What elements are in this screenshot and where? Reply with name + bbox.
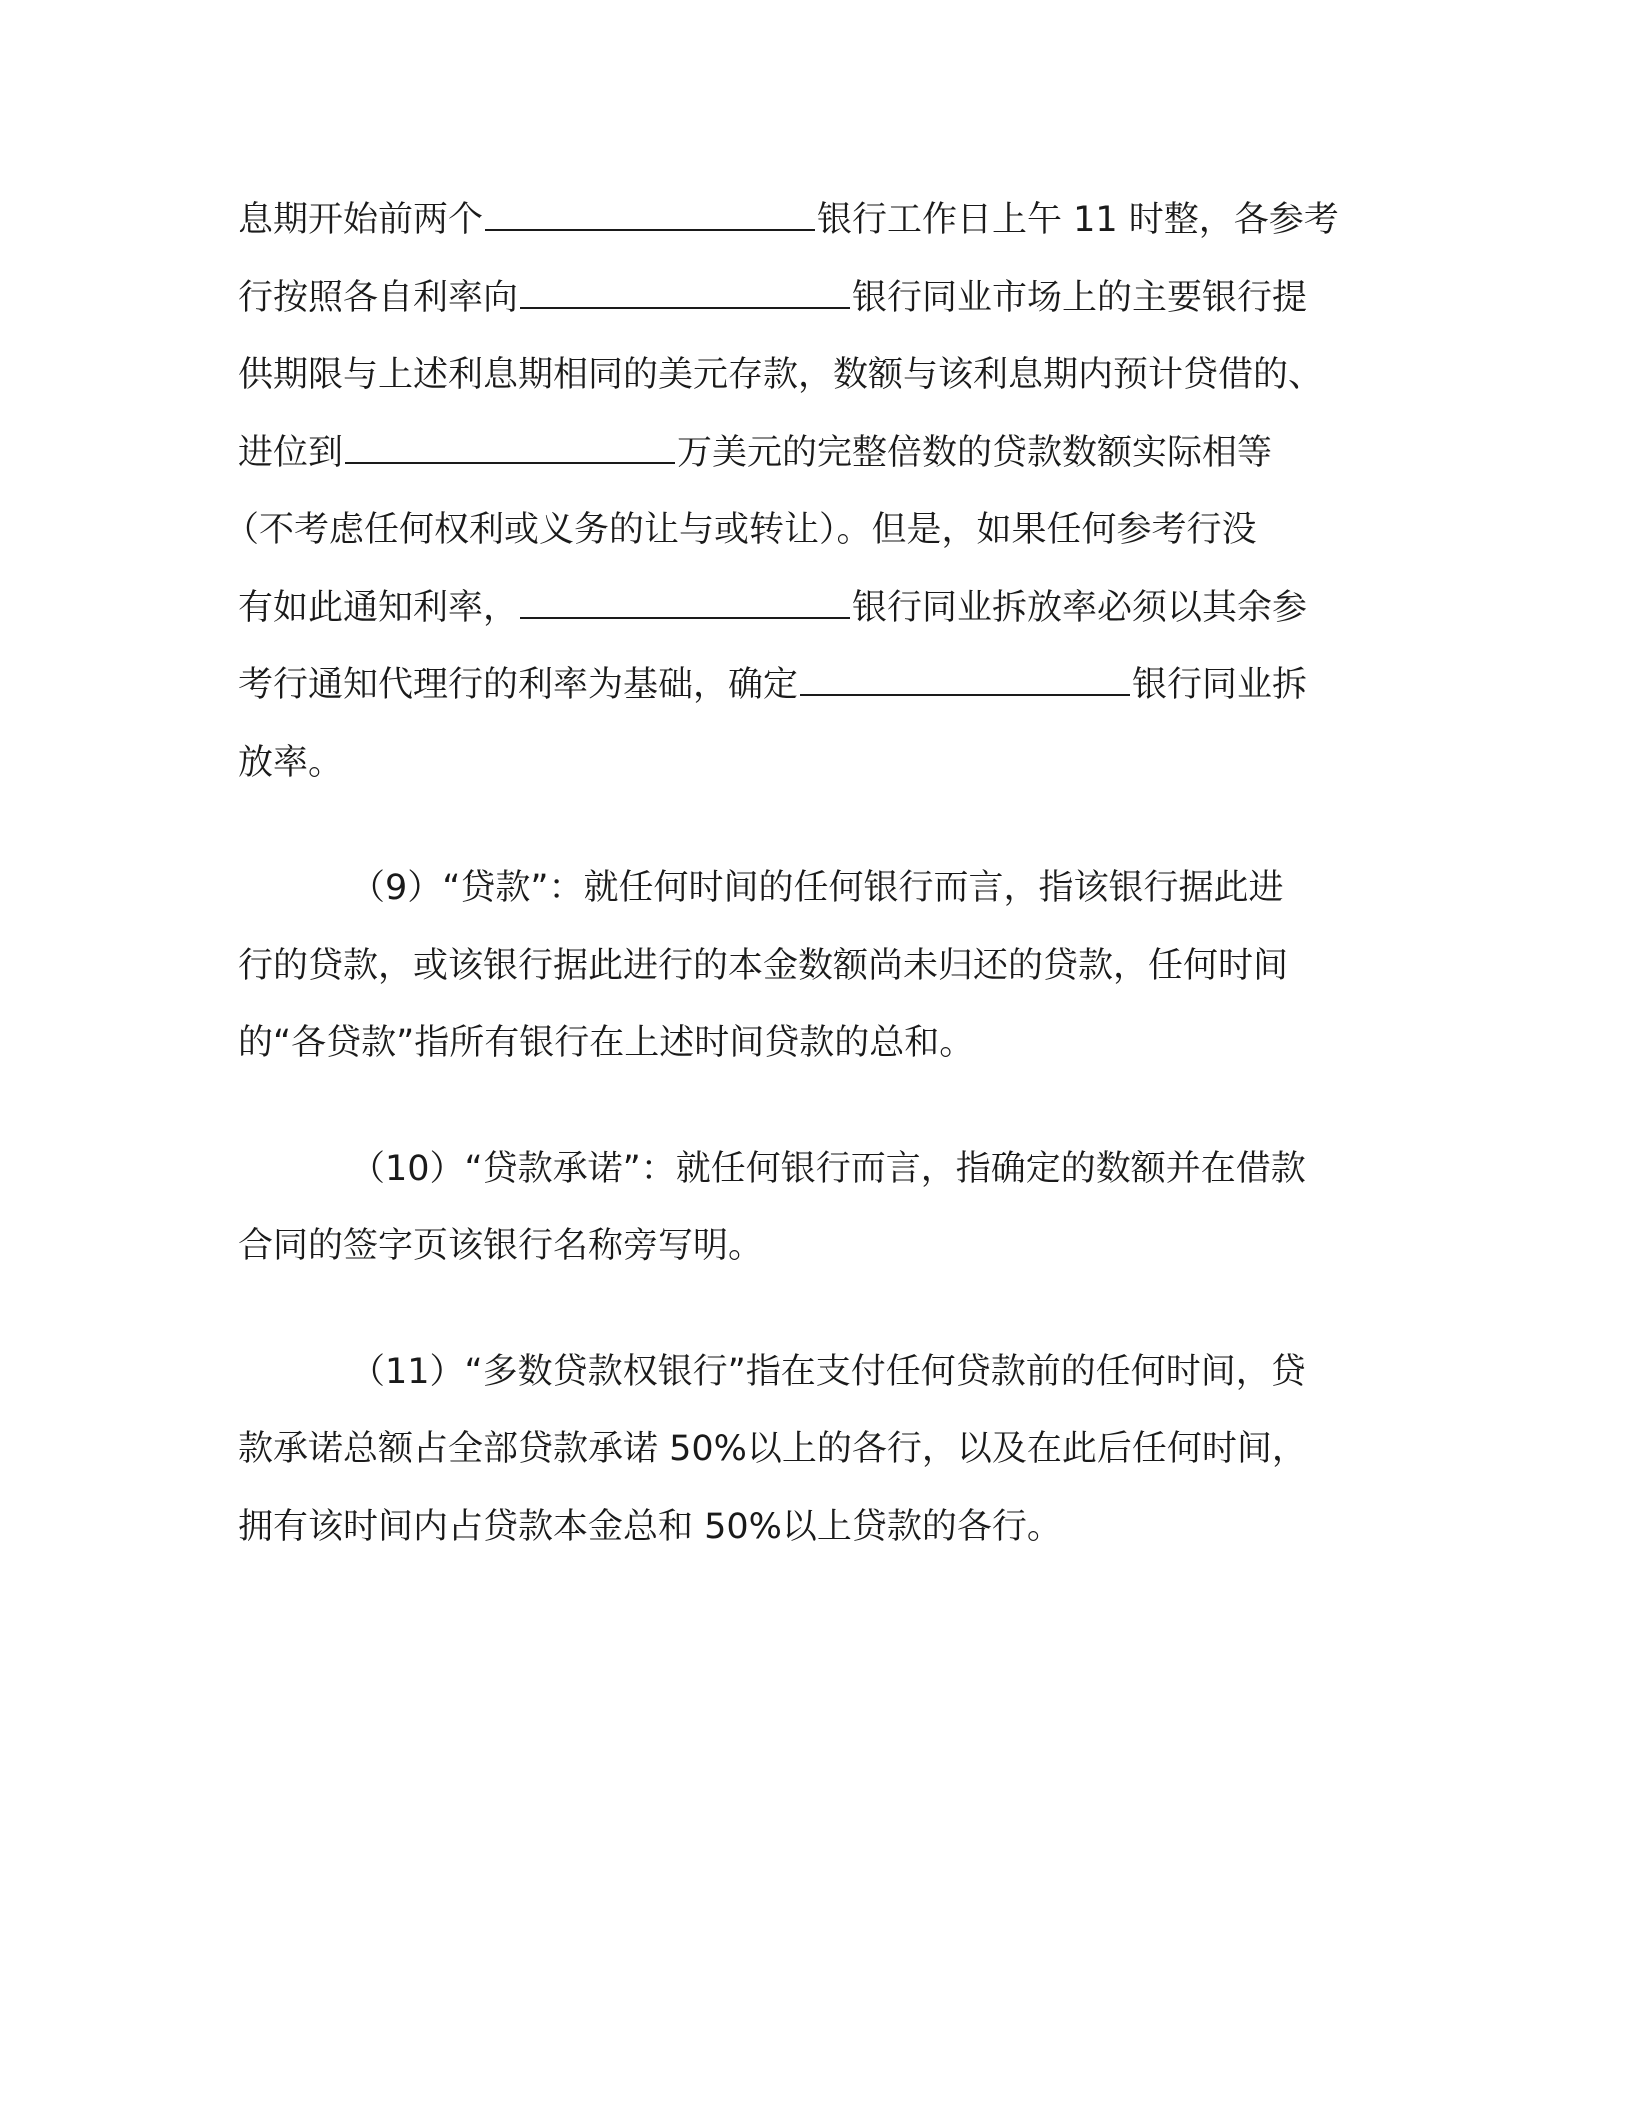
text-line: [238, 850, 1388, 928]
paragraph-interest-rate: [224, 182, 1388, 802]
text-segment: 息期开始前两个: [238, 200, 484, 240]
text-segment: 考行通知代理行的利率为基础，确定: [238, 665, 799, 705]
text-segment: 银行同业市场上的主要银行提: [852, 277, 1308, 318]
text-segment: 有如此通知利率，: [238, 587, 519, 628]
text-segment: 银行同业拆: [1132, 665, 1308, 705]
paragraph-loan-commitment: [238, 1131, 1388, 1286]
blank-field: [485, 199, 815, 231]
paragraph-majority-banks: [238, 1334, 1388, 1567]
text-line: [238, 570, 1388, 648]
blank-field: [345, 432, 675, 464]
text-line: 供期限与上述利息期相同的美元存款，数额与该利息期内预计贷借的、: [238, 355, 1324, 395]
paragraph-loan-definition: [238, 850, 1388, 1083]
text-line: [238, 415, 1388, 493]
text-line: [238, 1334, 1388, 1412]
blank-field: [520, 587, 850, 619]
text-segment: （10）“贷款承诺”：就任何银行而言，指确定的数额并在借款: [350, 1148, 1306, 1189]
text-segment: 进位到: [238, 432, 344, 473]
blank-field: [520, 277, 850, 309]
text-line: 款承诺总额占全部贷款承诺 50%以上的各行，以及在此后任何时间，: [238, 1429, 1307, 1469]
text-line: 拥有该时间内占贷款本金总和 50%以上贷款的各行。: [238, 1506, 1062, 1547]
text-segment: （9）“贷款”：就任何时间的任何银行而言，指该银行据此进: [350, 868, 1284, 908]
text-segment: 银行同业拆放率必须以其余参: [852, 587, 1308, 628]
text-line: 放率。: [238, 742, 344, 783]
text-line: （不考虑任何权利或义务的让与或转让）。但是，如果任何参考行没: [224, 510, 1257, 550]
text-segment: 行按照各自利率向: [238, 277, 519, 318]
text-line: [238, 182, 1388, 260]
text-line: [238, 260, 1388, 338]
text-segment: 银行工作日上午 11 时整，各参考: [817, 200, 1339, 240]
text-line: 合同的签字页该银行名称旁写明。: [238, 1226, 764, 1266]
text-line: [238, 647, 1388, 725]
document-body: [224, 182, 1388, 1566]
text-line: 行的贷款，或该银行据此进行的本金数额尚未归还的贷款，任何时间: [238, 945, 1289, 986]
blank-field: [800, 664, 1130, 696]
text-line: [238, 1131, 1388, 1209]
text-segment: 万美元的完整倍数的贷款数额实际相等: [677, 432, 1273, 473]
text-line: 的“各贷款”指所有银行在上述时间贷款的总和。: [238, 1023, 975, 1063]
text-segment: （11）“多数贷款权银行”指在支付任何贷款前的任何时间，贷: [350, 1351, 1306, 1392]
